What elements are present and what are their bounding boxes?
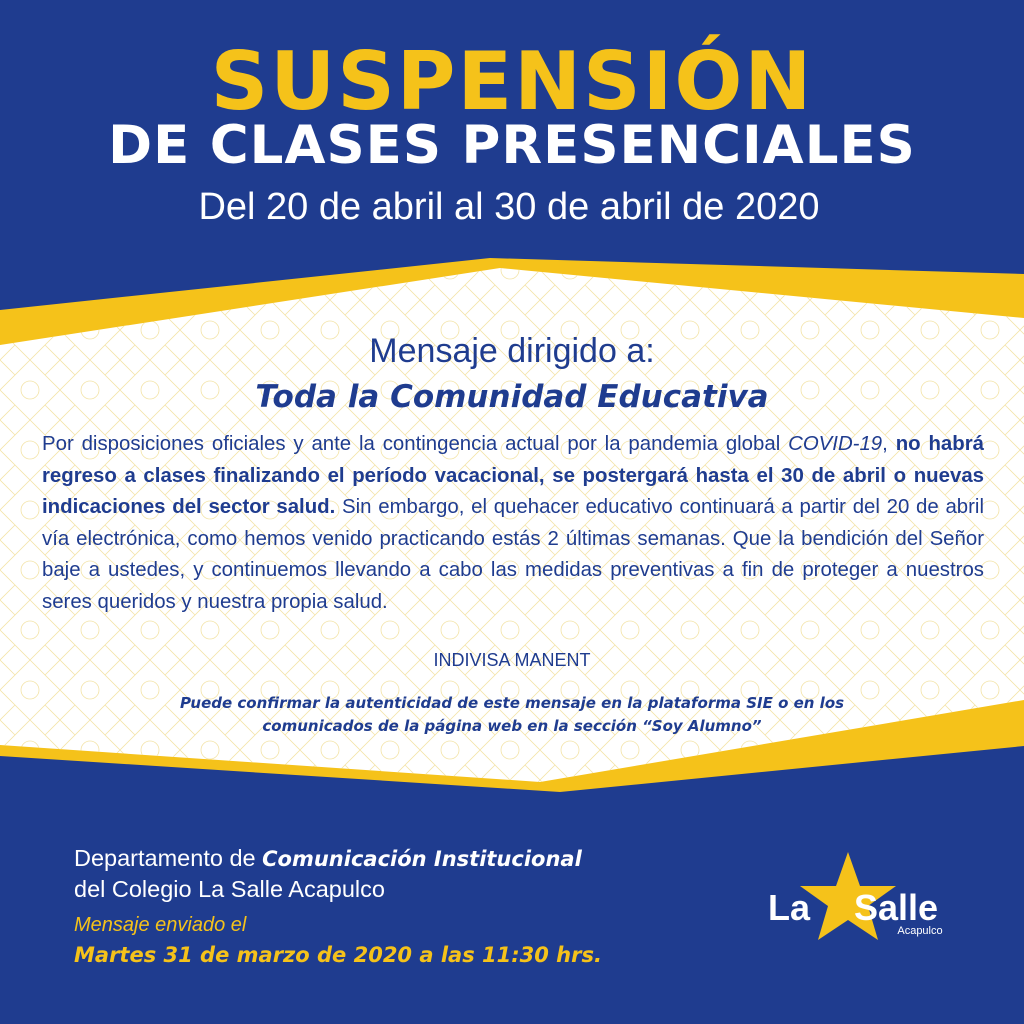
- body-comma: ,: [882, 433, 896, 455]
- verify-line-2: comunicados de la página web en la sección “Soy Alumno”: [262, 717, 762, 735]
- department-prefix: Departamento de: [74, 845, 263, 871]
- body-covid: COVID-19: [788, 433, 883, 455]
- message-addressed-prefix: Mensaje dirigido a:: [369, 332, 655, 370]
- logo-word-left: La: [768, 887, 811, 928]
- body-text-2: Sin embargo, el quehacer educativo continuará a partir del 20 de abril vía electrónica, como hemos venido practicando estás 2 últimas semanas. Que la bendición del Señor baje a ustedes, y continuemos llevando a cabo las medidas preventivas a fin de proteger a nuestros seres queridos y nuestra propia salud.: [42, 496, 984, 613]
- body-bold-notice: no habrá regreso a clases finalizando el período vacacional, se postergará hasta el 30 de abril o nuevas indicaciones del sector salud.: [42, 433, 984, 518]
- logo-word-right: Salle: [854, 887, 939, 928]
- department-line: [74, 842, 582, 875]
- title-dates: Del 20 de abril al 30 de abril de 2020: [198, 186, 820, 228]
- message-addressed-to: Toda la Comunidad Educativa: [255, 379, 769, 415]
- sent-date: Martes 31 de marzo de 2020 a las 11:30 hrs.: [74, 943, 602, 967]
- motto: INDIVISA MANENT: [433, 650, 591, 670]
- verify-line-1: Puede confirmar la autenticidad de este mensaje en la plataforma SIE o en los: [179, 694, 845, 712]
- title-classes: DE CLASES PRESENCIALES: [108, 115, 916, 176]
- body-text-1: Por disposiciones oficiales y ante la contingencia actual por la pandemia global: [42, 433, 789, 455]
- message-body: [42, 429, 984, 618]
- verify-note: [110, 692, 914, 738]
- department-name: Comunicación Institucional: [262, 847, 582, 871]
- logo-city: Acapulco: [897, 925, 943, 937]
- la-salle-logo: [760, 846, 970, 956]
- sent-label: Mensaje enviado el: [74, 914, 247, 936]
- college-line: del Colegio La Salle Acapulco: [74, 876, 385, 902]
- title-suspension: SUSPENSIÓN: [210, 35, 814, 128]
